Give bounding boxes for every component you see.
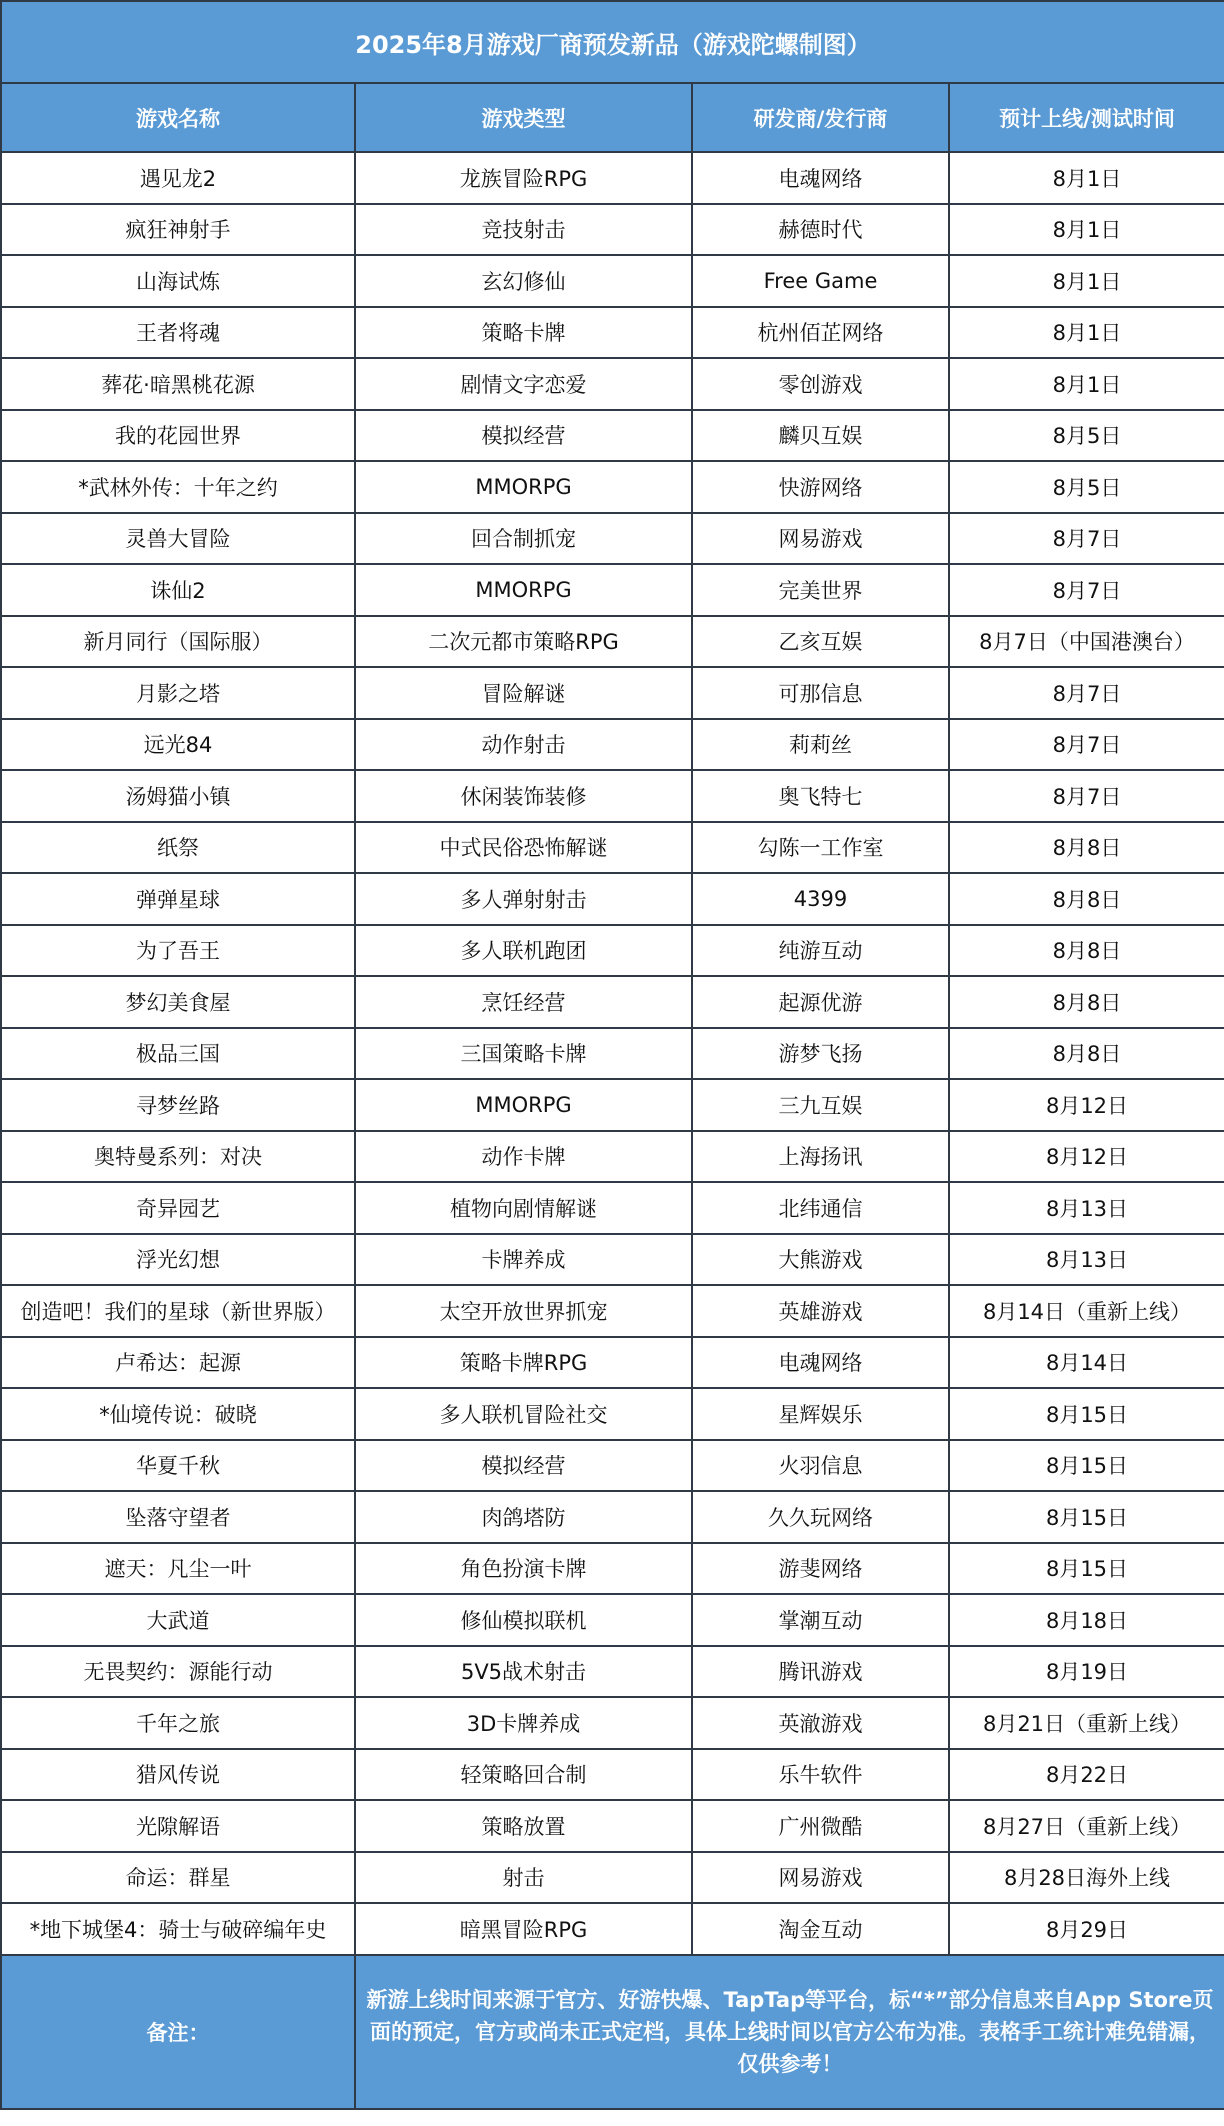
developer-cell: 赫德时代: [692, 204, 949, 256]
game-type-cell: 射击: [355, 1852, 692, 1904]
release-date-cell: 8月7日: [949, 564, 1224, 616]
note-text: 新游上线时间来源于官方、好游快爆、TapTap等平台，标“*”部分信息来自App Store页面的预定，官方或尚未正式定档，具体上线时间以官方公布为准。表格手工统计难免错漏，仅供参考！: [355, 1955, 1224, 2109]
game-type-cell: MMORPG: [355, 461, 692, 513]
game-name-cell: 王者将魂: [1, 307, 355, 359]
developer-cell: Free Game: [692, 255, 949, 307]
table-title: 2025年8月游戏厂商预发新品（游戏陀螺制图）: [1, 1, 1224, 83]
developer-cell: 起源优游: [692, 976, 949, 1028]
game-name-cell: 命运：群星: [1, 1852, 355, 1904]
release-date-cell: 8月13日: [949, 1182, 1224, 1234]
developer-cell: 北纬通信: [692, 1182, 949, 1234]
game-type-cell: 多人联机冒险社交: [355, 1388, 692, 1440]
table-row: [1, 1131, 1224, 1183]
release-date-cell: 8月1日: [949, 358, 1224, 410]
game-type-cell: 太空开放世界抓宠: [355, 1285, 692, 1337]
release-date-cell: 8月7日: [949, 719, 1224, 771]
release-date-cell: 8月14日: [949, 1337, 1224, 1389]
game-name-cell: 浮光幻想: [1, 1234, 355, 1286]
table-row: [1, 204, 1224, 256]
table-row: [1, 410, 1224, 462]
game-type-cell: 5V5战术射击: [355, 1646, 692, 1698]
table-row: [1, 152, 1224, 204]
table-row: [1, 1852, 1224, 1904]
game-name-cell: *地下城堡4：骑士与破碎编年史: [1, 1903, 355, 1955]
developer-cell: 游梦飞扬: [692, 1028, 949, 1080]
developer-cell: 火羽信息: [692, 1440, 949, 1492]
table-row: [1, 461, 1224, 513]
release-date-cell: 8月14日（重新上线）: [949, 1285, 1224, 1337]
table-row: [1, 1594, 1224, 1646]
game-type-cell: MMORPG: [355, 1079, 692, 1131]
game-name-cell: 月影之塔: [1, 667, 355, 719]
game-type-cell: MMORPG: [355, 564, 692, 616]
release-date-cell: 8月27日（重新上线）: [949, 1800, 1224, 1852]
developer-cell: 麟贝互娱: [692, 410, 949, 462]
game-name-cell: 灵兽大冒险: [1, 513, 355, 565]
developer-cell: 星辉娱乐: [692, 1388, 949, 1440]
developer-cell: 电魂网络: [692, 1337, 949, 1389]
release-date-cell: 8月1日: [949, 307, 1224, 359]
game-type-cell: 剧情文字恋爱: [355, 358, 692, 410]
game-type-cell: 策略卡牌RPG: [355, 1337, 692, 1389]
game-name-cell: 卢希达：起源: [1, 1337, 355, 1389]
table-row: [1, 1028, 1224, 1080]
release-date-cell: 8月8日: [949, 925, 1224, 977]
game-name-cell: 纸祭: [1, 822, 355, 874]
header-release-date: 预计上线/测试时间: [949, 83, 1224, 152]
release-date-cell: 8月8日: [949, 976, 1224, 1028]
developer-cell: 完美世界: [692, 564, 949, 616]
game-name-cell: *武林外传：十年之约: [1, 461, 355, 513]
game-type-cell: 二次元都市策略RPG: [355, 616, 692, 668]
game-name-cell: *仙境传说：破晓: [1, 1388, 355, 1440]
game-type-cell: 植物向剧情解谜: [355, 1182, 692, 1234]
game-name-cell: 光隙解语: [1, 1800, 355, 1852]
header-game-type: 游戏类型: [355, 83, 692, 152]
game-name-cell: 汤姆猫小镇: [1, 770, 355, 822]
game-name-cell: 遮天：凡尘一叶: [1, 1543, 355, 1595]
developer-cell: 掌潮互动: [692, 1594, 949, 1646]
developer-cell: 淘金互动: [692, 1903, 949, 1955]
game-type-cell: 多人联机跑团: [355, 925, 692, 977]
table-row: [1, 1079, 1224, 1131]
table-row: [1, 1388, 1224, 1440]
table-row: [1, 667, 1224, 719]
game-type-cell: 模拟经营: [355, 410, 692, 462]
release-date-cell: 8月28日海外上线: [949, 1852, 1224, 1904]
table-row: [1, 1285, 1224, 1337]
game-name-cell: 坠落守望者: [1, 1491, 355, 1543]
developer-cell: 久久玩网络: [692, 1491, 949, 1543]
developer-cell: 大熊游戏: [692, 1234, 949, 1286]
table-row: [1, 822, 1224, 874]
table-row: [1, 1234, 1224, 1286]
release-date-cell: 8月15日: [949, 1388, 1224, 1440]
developer-cell: 可那信息: [692, 667, 949, 719]
game-name-cell: 创造吧！我们的星球（新世界版）: [1, 1285, 355, 1337]
release-date-cell: 8月22日: [949, 1749, 1224, 1801]
game-name-cell: 疯狂神射手: [1, 204, 355, 256]
developer-cell: 杭州佰芷网络: [692, 307, 949, 359]
game-type-cell: 3D卡牌养成: [355, 1697, 692, 1749]
table-row: [1, 1182, 1224, 1234]
game-type-cell: 回合制抓宠: [355, 513, 692, 565]
table-row: [1, 1337, 1224, 1389]
release-date-cell: 8月12日: [949, 1131, 1224, 1183]
game-type-cell: 轻策略回合制: [355, 1749, 692, 1801]
game-type-cell: 三国策略卡牌: [355, 1028, 692, 1080]
game-type-cell: 中式民俗恐怖解谜: [355, 822, 692, 874]
developer-cell: 勾陈一工作室: [692, 822, 949, 874]
game-name-cell: 寻梦丝路: [1, 1079, 355, 1131]
game-type-cell: 龙族冒险RPG: [355, 152, 692, 204]
developer-cell: 广州微酷: [692, 1800, 949, 1852]
game-name-cell: 遇见龙2: [1, 152, 355, 204]
game-type-cell: 烹饪经营: [355, 976, 692, 1028]
note-label: 备注：: [1, 1955, 355, 2109]
game-type-cell: 模拟经营: [355, 1440, 692, 1492]
game-name-cell: 千年之旅: [1, 1697, 355, 1749]
note-row: [1, 1955, 1224, 2109]
developer-cell: 纯游互动: [692, 925, 949, 977]
release-date-cell: 8月8日: [949, 873, 1224, 925]
game-type-cell: 肉鸽塔防: [355, 1491, 692, 1543]
release-date-cell: 8月7日: [949, 667, 1224, 719]
game-type-cell: 卡牌养成: [355, 1234, 692, 1286]
release-date-cell: 8月5日: [949, 410, 1224, 462]
table-row: [1, 1697, 1224, 1749]
developer-cell: 上海扬讯: [692, 1131, 949, 1183]
game-name-cell: 奇异园艺: [1, 1182, 355, 1234]
game-name-cell: 猎风传说: [1, 1749, 355, 1801]
table-row: [1, 1903, 1224, 1955]
table-row: [1, 1646, 1224, 1698]
game-name-cell: 极品三国: [1, 1028, 355, 1080]
table-row: [1, 255, 1224, 307]
developer-cell: 腾讯游戏: [692, 1646, 949, 1698]
game-name-cell: 奥特曼系列：对决: [1, 1131, 355, 1183]
table-row: [1, 873, 1224, 925]
developer-cell: 网易游戏: [692, 513, 949, 565]
game-type-cell: 策略卡牌: [355, 307, 692, 359]
game-type-cell: 竞技射击: [355, 204, 692, 256]
release-date-cell: 8月8日: [949, 822, 1224, 874]
release-date-cell: 8月15日: [949, 1543, 1224, 1595]
game-type-cell: 玄幻修仙: [355, 255, 692, 307]
game-type-cell: 策略放置: [355, 1800, 692, 1852]
developer-cell: 游斐网络: [692, 1543, 949, 1595]
table-row: [1, 307, 1224, 359]
developer-cell: 英雄游戏: [692, 1285, 949, 1337]
table-row: [1, 513, 1224, 565]
release-date-cell: 8月15日: [949, 1491, 1224, 1543]
developer-cell: 网易游戏: [692, 1852, 949, 1904]
table-row: [1, 616, 1224, 668]
game-name-cell: 新月同行（国际服）: [1, 616, 355, 668]
release-date-cell: 8月29日: [949, 1903, 1224, 1955]
developer-cell: 快游网络: [692, 461, 949, 513]
release-date-cell: 8月1日: [949, 255, 1224, 307]
header-developer: 研发商/发行商: [692, 83, 949, 152]
table-row: [1, 1491, 1224, 1543]
game-name-cell: 为了吾王: [1, 925, 355, 977]
release-date-cell: 8月7日: [949, 770, 1224, 822]
release-date-cell: 8月15日: [949, 1440, 1224, 1492]
game-name-cell: 远光84: [1, 719, 355, 771]
game-type-cell: 暗黑冒险RPG: [355, 1903, 692, 1955]
developer-cell: 零创游戏: [692, 358, 949, 410]
table-row: [1, 1543, 1224, 1595]
game-type-cell: 冒险解谜: [355, 667, 692, 719]
release-date-cell: 8月1日: [949, 204, 1224, 256]
game-name-cell: 诛仙2: [1, 564, 355, 616]
release-date-cell: 8月21日（重新上线）: [949, 1697, 1224, 1749]
table-row: [1, 1800, 1224, 1852]
release-date-cell: 8月13日: [949, 1234, 1224, 1286]
release-date-cell: 8月5日: [949, 461, 1224, 513]
table-row: [1, 770, 1224, 822]
game-name-cell: 葬花·暗黑桃花源: [1, 358, 355, 410]
game-type-cell: 休闲装饰装修: [355, 770, 692, 822]
table-body: [1, 152, 1224, 1955]
game-name-cell: 山海试炼: [1, 255, 355, 307]
developer-cell: 莉莉丝: [692, 719, 949, 771]
table-row: [1, 925, 1224, 977]
header-game-name: 游戏名称: [1, 83, 355, 152]
release-date-cell: 8月7日: [949, 513, 1224, 565]
game-type-cell: 多人弹射射击: [355, 873, 692, 925]
table-row: [1, 1440, 1224, 1492]
developer-cell: 4399: [692, 873, 949, 925]
developer-cell: 奥飞特七: [692, 770, 949, 822]
game-name-cell: 无畏契约：源能行动: [1, 1646, 355, 1698]
release-date-cell: 8月12日: [949, 1079, 1224, 1131]
table-row: [1, 976, 1224, 1028]
developer-cell: 乐牛软件: [692, 1749, 949, 1801]
game-name-cell: 弹弹星球: [1, 873, 355, 925]
release-date-cell: 8月1日: [949, 152, 1224, 204]
table-row: [1, 358, 1224, 410]
game-type-cell: 动作卡牌: [355, 1131, 692, 1183]
header-row: [1, 83, 1224, 152]
release-date-cell: 8月7日（中国港澳台）: [949, 616, 1224, 668]
release-date-cell: 8月8日: [949, 1028, 1224, 1080]
developer-cell: 电魂网络: [692, 152, 949, 204]
game-name-cell: 大武道: [1, 1594, 355, 1646]
developer-cell: 三九互娱: [692, 1079, 949, 1131]
game-name-cell: 我的花园世界: [1, 410, 355, 462]
title-row: [1, 1, 1224, 83]
release-date-cell: 8月19日: [949, 1646, 1224, 1698]
table-row: [1, 719, 1224, 771]
game-type-cell: 修仙模拟联机: [355, 1594, 692, 1646]
game-type-cell: 角色扮演卡牌: [355, 1543, 692, 1595]
developer-cell: 英澈游戏: [692, 1697, 949, 1749]
game-type-cell: 动作射击: [355, 719, 692, 771]
release-date-cell: 8月18日: [949, 1594, 1224, 1646]
table-row: [1, 1749, 1224, 1801]
developer-cell: 乙亥互娱: [692, 616, 949, 668]
game-name-cell: 华夏千秋: [1, 1440, 355, 1492]
table-row: [1, 564, 1224, 616]
game-name-cell: 梦幻美食屋: [1, 976, 355, 1028]
